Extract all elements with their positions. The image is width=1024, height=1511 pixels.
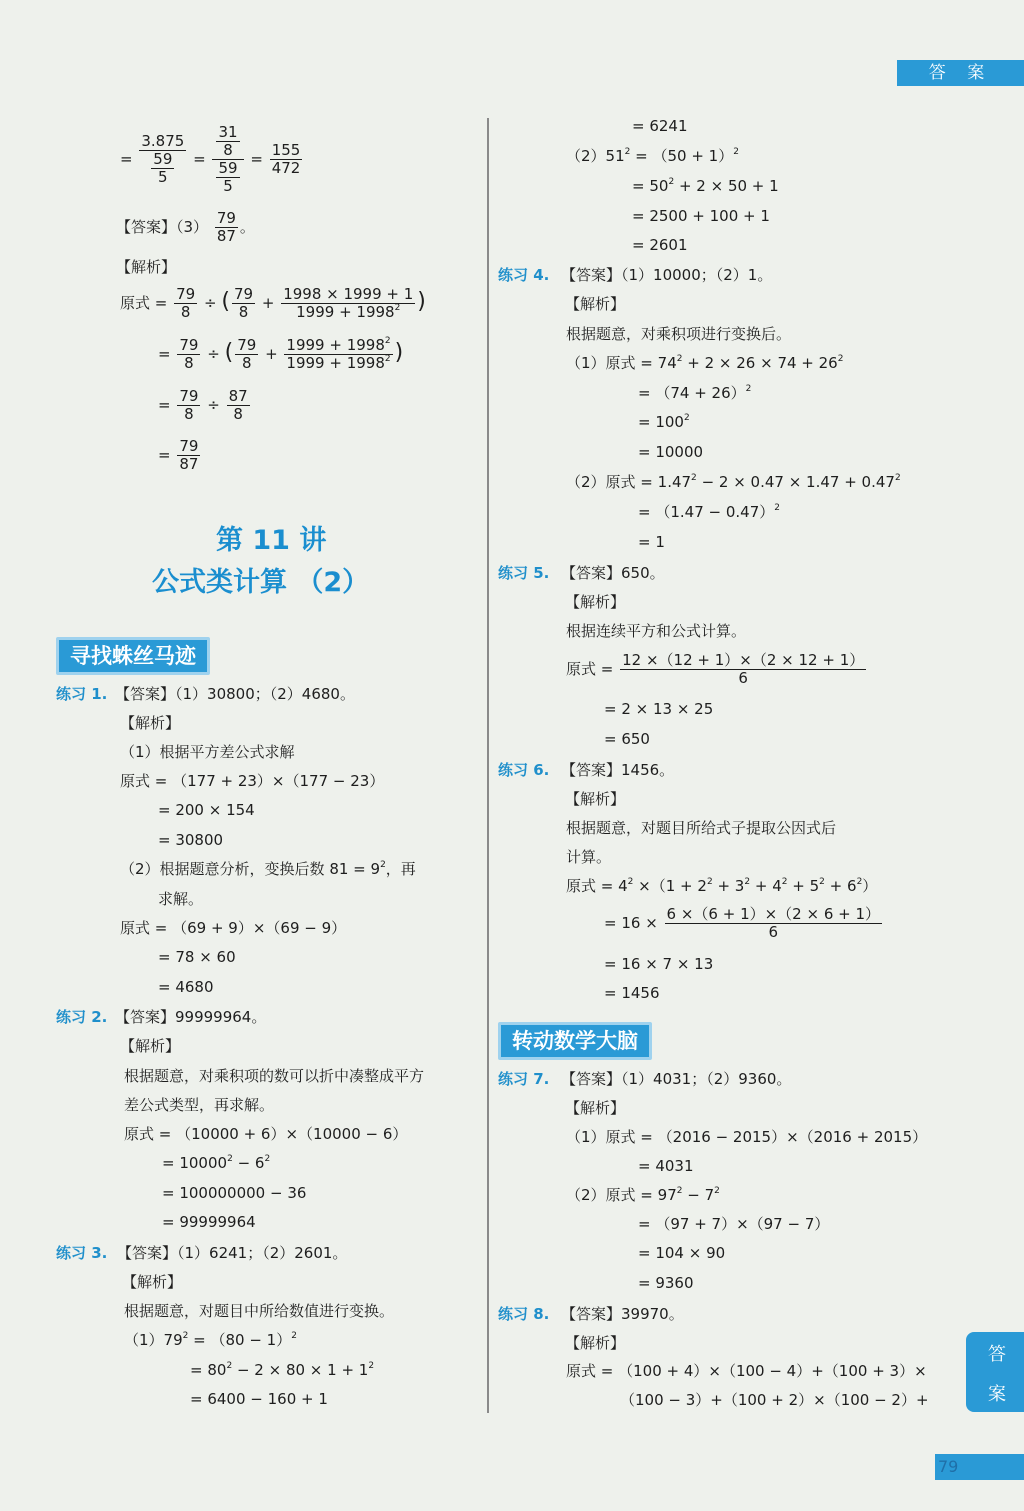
fraction-result	[270, 142, 303, 177]
side-tab	[966, 1332, 1024, 1412]
exponent: 2	[264, 1154, 271, 1164]
prev-step-3	[158, 388, 252, 423]
exponent: 2	[676, 354, 683, 364]
exercise-3-line	[566, 146, 739, 166]
exercise-3-line: = 2500 + 100 + 1	[632, 207, 770, 225]
exponent: 2	[706, 877, 713, 887]
text: − 7	[687, 1186, 715, 1204]
exercise-5-analysis: 【解析】	[565, 593, 626, 611]
frac-den: 8	[184, 354, 194, 372]
text: − 6	[237, 1154, 265, 1172]
exercise-2-line: 差公式类型，再求解。	[124, 1096, 275, 1114]
exponent: 2	[182, 1331, 189, 1341]
text: = 100	[638, 413, 684, 431]
text: = （1.47 − 0.47）	[638, 503, 775, 521]
text: + 3	[717, 877, 745, 895]
exercise-7-label: 练习 7.	[498, 1070, 550, 1088]
text: + 4	[754, 877, 782, 895]
eq: =	[158, 396, 171, 414]
frac-num: 79	[176, 285, 196, 303]
exercise-8-analysis: 【解析】	[565, 1334, 626, 1352]
exercise-3-line	[124, 1330, 297, 1350]
exercise-8-label: 练习 8.	[498, 1305, 550, 1323]
text: ）	[862, 877, 878, 895]
exercise-3-analysis: 【解析】	[122, 1273, 183, 1291]
exercise-6-formula	[604, 906, 884, 941]
eq: =	[120, 150, 133, 168]
column-divider	[487, 118, 489, 1413]
exercise-5-label: 练习 5.	[498, 564, 550, 582]
frac-inner	[216, 124, 239, 159]
exercise-4-line	[638, 383, 751, 403]
exercise-1-label: 练习 1.	[56, 685, 108, 703]
exercise-1-line: 原式 = （177 + 23）×（177 − 23）	[120, 772, 385, 790]
exercise-5-answer: 【答案】650。	[561, 564, 665, 582]
exercise-3-line: = 6400 − 160 + 1	[190, 1390, 328, 1408]
exercise-2-line	[162, 1153, 270, 1173]
exponent: 2	[291, 1331, 297, 1341]
exercise-6-line	[566, 876, 877, 896]
exercise-6-analysis: 【解析】	[565, 790, 626, 808]
paren: )	[394, 340, 404, 365]
side-tab-top: 答	[988, 1344, 1006, 1365]
exponent: 2	[745, 384, 752, 394]
exercise-8-answer: 【答案】39970。	[561, 1305, 684, 1323]
exercise-3-line	[190, 1360, 374, 1380]
exercise-7-line: = 4031	[638, 1157, 694, 1175]
chapter-subtitle: 公式类计算 （2）	[152, 567, 370, 598]
exponent: 2	[380, 860, 386, 870]
exercise-2-label: 练习 2.	[56, 1008, 108, 1026]
frac-num: 1998 × 1999 + 1	[283, 285, 414, 303]
prev-step-4	[158, 438, 202, 473]
div-sign: ÷	[207, 345, 220, 363]
exercise-2-analysis: 【解析】	[120, 1037, 181, 1055]
text: （2）原式 = 1.47	[566, 473, 692, 491]
frac-den: 87	[216, 227, 236, 245]
frac-num: 79	[216, 209, 236, 227]
exercise-4-label: 练习 4.	[498, 266, 550, 284]
exercise-3-line: 根据题意，对题目中所给数值进行变换。	[124, 1302, 395, 1320]
frac-79-87	[177, 438, 200, 473]
exponent: 2	[394, 303, 401, 313]
den-text: 1999 + 1998	[296, 303, 395, 321]
exponent: 2	[227, 1154, 233, 1164]
fraction	[665, 906, 882, 941]
exercise-4-line: = 1	[638, 533, 665, 551]
frac-big	[284, 337, 392, 372]
exercise-5-line: = 2 × 13 × 25	[604, 700, 714, 718]
exercise-6-line: = 1456	[604, 984, 660, 1002]
text: ，再	[385, 860, 416, 878]
exercise-3-answer: 【答案】（1）6241；（2）2601。	[117, 1244, 348, 1262]
side-tab-bottom: 案	[988, 1384, 1006, 1405]
plus-sign: +	[265, 345, 278, 363]
exercise-7-answer: 【答案】（1）4031；（2）9360。	[561, 1070, 792, 1088]
exercise-4-analysis: 【解析】	[565, 295, 626, 313]
text: （2）51	[566, 147, 625, 165]
exercise-4-line	[638, 502, 780, 522]
exponent: 2	[819, 877, 825, 887]
frac-inner	[216, 160, 239, 195]
text: − 2 × 0.47 × 1.47 + 0.47	[701, 473, 895, 491]
text: （2）原式 = 97	[566, 1186, 677, 1204]
frac-den: 6	[768, 923, 779, 941]
exercise-4-line: 根据题意，对乘积项进行变换后。	[566, 325, 792, 343]
frac-num	[284, 337, 392, 355]
exponent: 2	[894, 473, 901, 483]
frac-den: 8	[180, 303, 191, 321]
frac-inner-den: 8	[223, 141, 233, 159]
frac-num: 79	[179, 336, 199, 354]
div-sign: ÷	[207, 396, 220, 414]
exercise-7-analysis: 【解析】	[565, 1099, 626, 1117]
page-number: 79	[938, 1457, 959, 1476]
exercise-1-line: 求解。	[158, 890, 204, 908]
exponent: 2	[226, 1361, 233, 1371]
frac-79-8	[174, 286, 197, 321]
paren: (	[224, 340, 234, 365]
exponent: 2	[627, 877, 634, 887]
den-text: 1999 + 1998	[286, 354, 385, 372]
exercise-6-answer: 【答案】1456。	[561, 761, 675, 779]
frac-79-8	[177, 388, 200, 423]
exercise-6-line: 根据题意，对题目所给式子提取公因式后	[566, 819, 837, 837]
frac-den: 472	[271, 159, 301, 177]
exercise-1-line	[120, 859, 416, 879]
eq: =	[193, 150, 206, 168]
exercise-5-line: 根据连续平方和公式计算。	[566, 622, 747, 640]
exponent: 2	[368, 1361, 375, 1371]
frac-big	[281, 286, 415, 321]
frac-num: 79	[179, 387, 199, 405]
exercise-4-line	[566, 353, 843, 373]
prev-answer: 【答案】（3） $\frac{79}{87}$ 。	[116, 209, 255, 245]
exponent: 2	[837, 354, 844, 364]
origin-label: 原式 =	[566, 660, 614, 678]
text: 原式 = 4	[566, 877, 628, 895]
exercise-7-line: = 9360	[638, 1274, 694, 1292]
exercise-2-line: = 100000000 − 36	[162, 1184, 307, 1202]
text: = （74 + 26）	[638, 384, 746, 402]
exponent: 2	[781, 877, 788, 887]
exponent: 2	[683, 413, 690, 423]
exercise-1-line: = 30800	[158, 831, 224, 849]
exponent: 2	[691, 473, 697, 483]
exercise-5-line: = 650	[604, 730, 650, 748]
frac-num	[212, 124, 243, 160]
exercise-1-line: 原式 = （69 + 9）×（69 − 9）	[120, 919, 347, 937]
frac-num: 87	[228, 387, 248, 405]
text: + 2 × 50 + 1	[678, 177, 779, 195]
exercise-1-line: = 78 × 60	[158, 948, 236, 966]
exponent: 2	[624, 147, 631, 157]
text: + 6	[829, 877, 857, 895]
text: （1）79	[124, 1331, 183, 1349]
eq: =	[250, 150, 263, 168]
section-banner-brain: 转动数学大脑	[498, 1022, 652, 1060]
frac-den: 6	[738, 669, 748, 687]
origin-label: 原式 =	[120, 294, 168, 312]
exercise-6-label: 练习 6.	[498, 761, 550, 779]
exercise-4-line	[566, 472, 901, 492]
frac-num: 79	[233, 285, 254, 303]
exercise-1-answer: 【答案】（1）30800；（2）4680。	[115, 685, 355, 703]
exercise-3-label: 练习 3.	[56, 1244, 108, 1262]
exercise-3-line	[632, 176, 779, 196]
text: = 80	[190, 1361, 227, 1379]
exercise-8-line: 原式 = （100 + 4）×（100 − 4）+（100 + 3）×	[566, 1362, 927, 1380]
prev-step-2	[158, 337, 403, 372]
exercise-4-line	[638, 412, 690, 432]
text: = 10000	[162, 1154, 228, 1172]
exercise-3-line: = 2601	[632, 236, 688, 254]
exercise-7-line: （1）原式 = （2016 − 2015）×（2016 + 2015）	[566, 1128, 928, 1146]
paren: )	[417, 289, 426, 314]
text: ×（1 + 2	[638, 877, 707, 895]
frac-79-8	[232, 286, 255, 321]
fraction-complex-b	[212, 124, 243, 195]
exercise-6-line: 计算。	[566, 848, 612, 866]
text: = （50 + 1）	[635, 147, 734, 165]
frac-inner-den: 5	[223, 177, 233, 195]
frac-den: 87	[179, 455, 199, 473]
exercise-7-line: = （97 + 7）×（97 − 7）	[638, 1215, 830, 1233]
exercise-7-line: = 104 × 90	[638, 1244, 726, 1262]
frac-den	[294, 304, 402, 321]
answer-fraction	[215, 210, 238, 245]
text: （2）根据题意分析，变换后数 81 = 9	[120, 860, 381, 878]
exercise-1-line: （1）根据平方差公式求解	[120, 743, 295, 761]
prev-analysis-label: 【解析】	[116, 258, 177, 276]
exercise-4-answer: 【答案】（1）10000；（2）1。	[561, 266, 773, 284]
frac-den: 8	[184, 405, 194, 423]
div-sign: ÷	[204, 294, 217, 312]
frac-inner-num: 31	[218, 123, 238, 141]
exponent: 2	[676, 1186, 683, 1196]
fraction	[620, 652, 866, 687]
frac-num: 79	[237, 336, 257, 354]
frac-inner-den: 5	[158, 168, 168, 186]
frac-den	[284, 355, 392, 372]
section-banner-find: 寻找蛛丝马迹	[56, 637, 210, 675]
exercise-2-line: 原式 = （10000 + 6）×（10000 − 6）	[124, 1125, 408, 1143]
prev-fraction-line	[120, 124, 304, 195]
exercise-8-line: （100 − 3）+（100 + 2）×（100 − 2）+	[620, 1391, 929, 1409]
frac-num: 79	[179, 437, 199, 455]
plus-sign: +	[261, 294, 275, 312]
frac-den	[147, 151, 178, 186]
exponent: 2	[384, 336, 391, 346]
text: + 5	[792, 877, 820, 895]
frac-79-8	[177, 337, 200, 372]
exercise-2-answer: 【答案】99999964。	[115, 1008, 267, 1026]
exercise-7-line	[566, 1185, 720, 1205]
exponent: 2	[733, 147, 739, 157]
answer-label: 【答案】（3）	[116, 218, 209, 236]
text: = （80 − 1）	[193, 1331, 292, 1349]
eq: =	[158, 345, 171, 363]
text: = 50	[632, 177, 669, 195]
eq: =	[158, 446, 171, 464]
paren: (	[221, 289, 230, 314]
exercise-6-line: = 16 × 7 × 13	[604, 955, 714, 973]
frac-inner-num: 59	[153, 150, 173, 168]
text: （1）原式 = 74	[566, 354, 677, 372]
text: − 2 × 80 × 1 + 1	[236, 1361, 369, 1379]
exponent: 2	[744, 877, 751, 887]
exercise-3-line: = 6241	[632, 117, 688, 135]
header-tab: 答 案	[897, 60, 1024, 86]
text: = 16 ×	[604, 914, 658, 932]
frac-87-8	[227, 388, 250, 423]
exercise-2-line: = 99999964	[162, 1213, 256, 1231]
exponent: 2	[668, 177, 675, 187]
frac-79-8	[235, 337, 258, 372]
frac-den	[212, 160, 243, 195]
frac-num: 12 ×（12 + 1）×（2 × 12 + 1）	[622, 651, 865, 669]
frac-den: 8	[238, 303, 249, 321]
exponent: 2	[856, 877, 863, 887]
frac-den: 8	[241, 354, 252, 372]
num-text: 1999 + 1998	[286, 336, 385, 354]
exponent: 2	[384, 354, 391, 364]
exercise-1-line: = 4680	[158, 978, 214, 996]
fraction-complex-a	[139, 133, 186, 186]
exercise-1-line: = 200 × 154	[158, 801, 255, 819]
frac-num: 6 ×（6 + 1）×（2 × 6 + 1）	[666, 905, 881, 923]
text: + 2 × 26 × 74 + 26	[687, 354, 838, 372]
exercise-2-line: 根据题意，对乘积项的数可以折中凑整成平方	[124, 1067, 425, 1085]
exponent: 2	[714, 1186, 720, 1196]
exercise-4-line: = 10000	[638, 443, 704, 461]
prev-step-1	[120, 286, 426, 321]
frac-den: 8	[233, 405, 243, 423]
frac-inner	[151, 151, 174, 186]
frac-num: 3.875	[141, 132, 185, 150]
chapter-title: 第 11 讲	[216, 525, 327, 556]
frac-inner-num: 59	[218, 159, 238, 177]
exercise-5-formula	[566, 652, 868, 687]
frac-num: 155	[271, 141, 301, 159]
exponent: 2	[774, 503, 780, 513]
exercise-1-analysis: 【解析】	[120, 714, 181, 732]
